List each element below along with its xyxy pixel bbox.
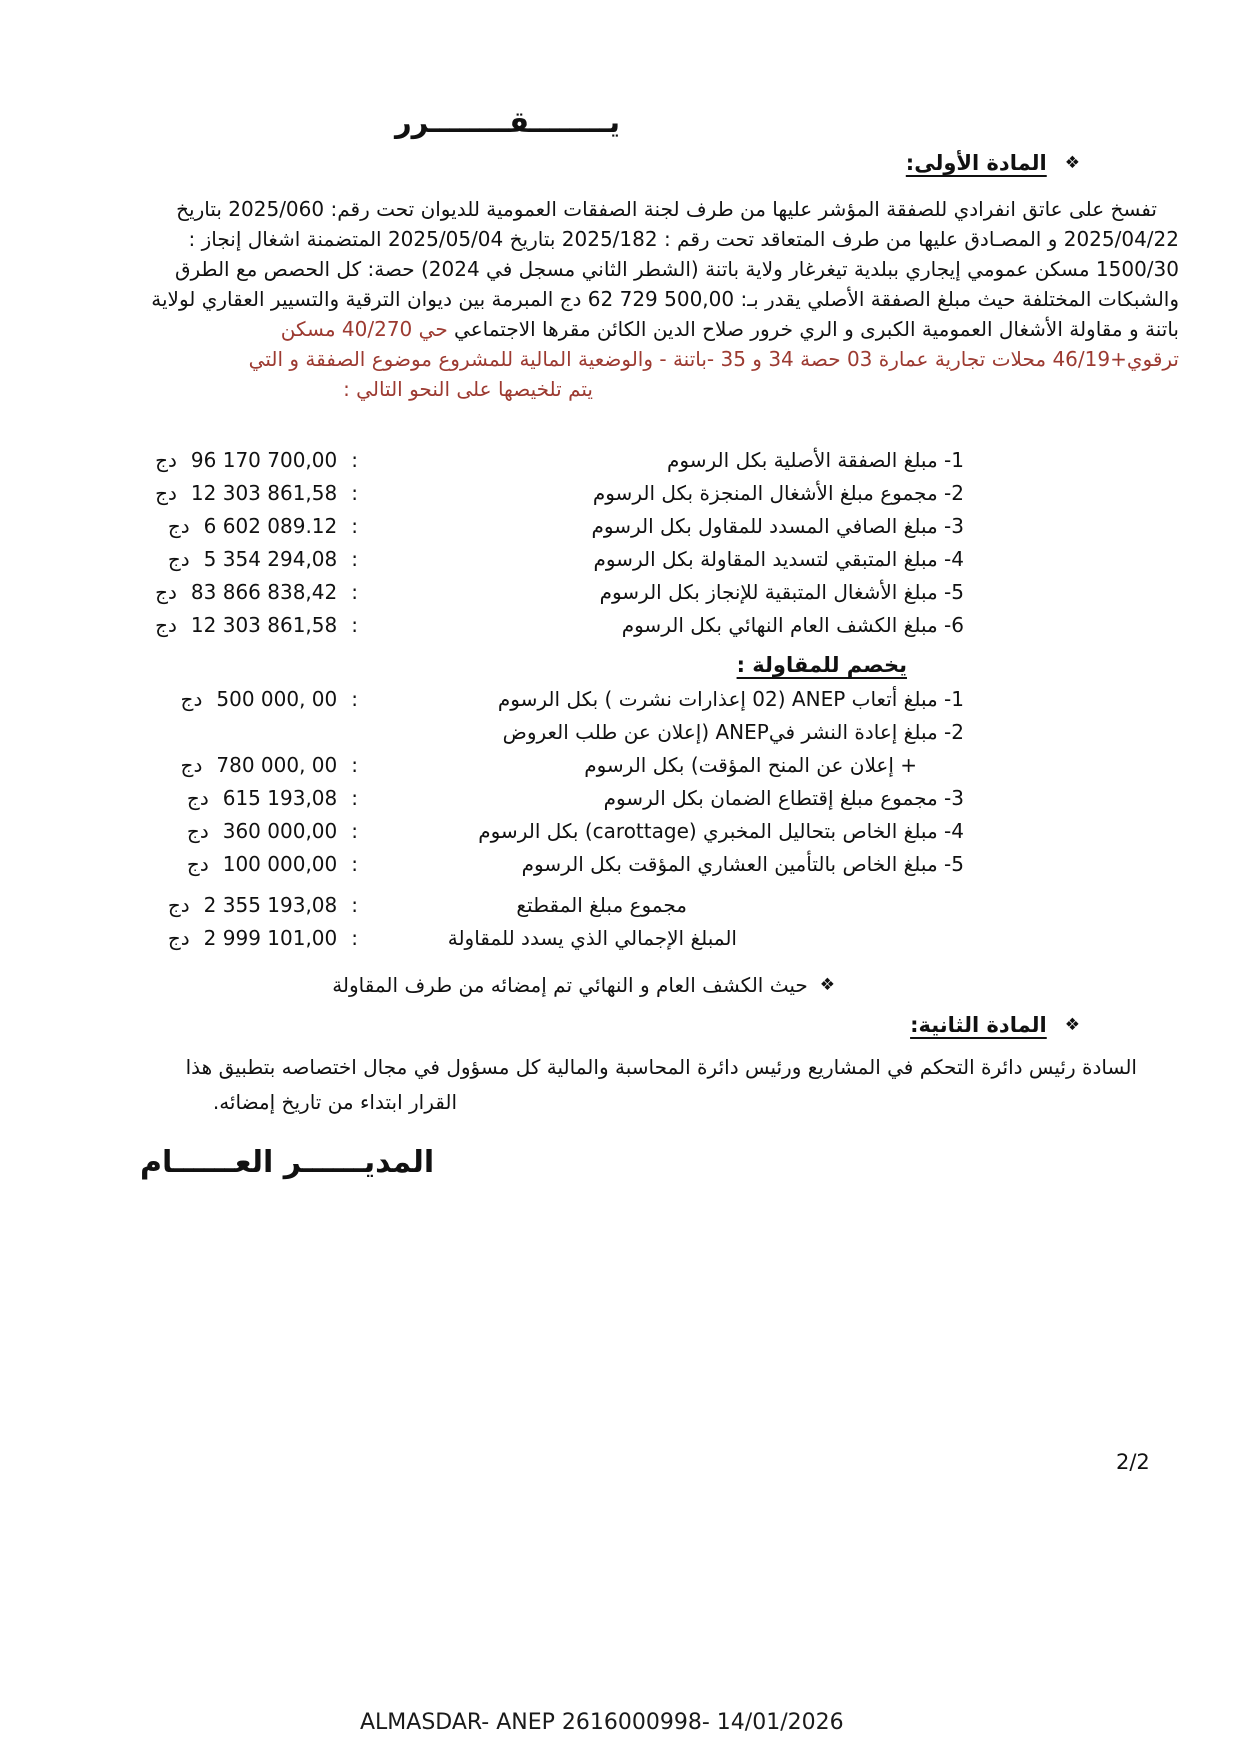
article2-heading-label: المادة الثانية: (910, 1013, 1047, 1037)
paragraph-line: 1500/30 مسكن عمومي إيجاري ببلدية تيغرغار ولاية باتنة (الشطر الثاني مسجل في 2024) حصة: كل الحصص مع الطرق (174, 257, 1179, 281)
colon: : (351, 753, 358, 777)
amount-row (62, 683, 1179, 716)
amount-number: 5 354 294,08 (203, 547, 338, 571)
amount-label: 3- مجموع مبلغ إقتطاع الضمان بكل الرسوم (603, 786, 964, 810)
amount-value (62, 543, 358, 576)
amount-value (62, 444, 358, 477)
colon: : (351, 514, 358, 538)
colon: : (351, 786, 358, 810)
amount-number: 12 303 861,58 (190, 613, 338, 637)
amount-number: 2 999 101,00 (203, 926, 338, 950)
article2-paragraph (62, 1050, 1179, 1120)
amount-label: 1- مبلغ أتعاب ANEP (02 إعذارات نشرت ) بكل الرسوم (497, 687, 964, 711)
amount-label: 3- مبلغ الصافي المسدد للمقاول بكل الرسوم (591, 514, 964, 538)
general-director-signature: المديــــــر العــــــام (140, 1145, 435, 1180)
amount-row (62, 749, 1179, 782)
currency-label: دج (186, 852, 209, 876)
amount-label: 4- مبلغ المتبقي لتسديد المقاولة بكل الرسوم (593, 547, 964, 571)
colon: : (351, 687, 358, 711)
amount-label: 4- مبلغ الخاص بتحاليل المخبري (carottage) بكل الرسوم (478, 819, 964, 843)
amount-label: 2- مجموع مبلغ الأشغال المنجزة بكل الرسوم (592, 481, 964, 505)
note-text: حيث الكشف العام و النهائي تم إمضائه من طرف المقاولة (332, 973, 808, 997)
total-label: مجموع مبلغ المقطتع (516, 893, 687, 917)
currency-label: دج (180, 753, 203, 777)
deduction-heading (62, 652, 1179, 678)
total-row (62, 889, 1179, 922)
colon: : (351, 580, 358, 604)
currency-label: دج (167, 893, 190, 917)
amount-value (62, 510, 358, 543)
amount-row (62, 477, 1179, 510)
footer-reference: ALMASDAR- ANEP 2616000998- 14/01/2026 (360, 1710, 844, 1735)
colon: : (351, 893, 358, 917)
amount-number: 100 000,00 (222, 852, 338, 876)
article1-heading (62, 150, 1080, 176)
amount-number: 780 000, 00 (216, 753, 338, 777)
currency-label: دج (180, 687, 203, 711)
paragraph-text-red: حي 40/270 مسكن (280, 317, 448, 341)
amount-value (62, 749, 358, 782)
amount-row (62, 444, 1179, 477)
amount-value (62, 815, 358, 848)
amount-label: 1- مبلغ الصفقة الأصلية بكل الرسوم (667, 448, 964, 472)
amount-value (62, 683, 358, 716)
diamond-bullet-icon: ❖ (1064, 153, 1080, 173)
currency-label: دج (186, 819, 209, 843)
deduction-list (62, 683, 1179, 881)
amount-number: 6 602 089.12 (203, 514, 338, 538)
paragraph-line: ترقوي+46/19 محلات تجارية عمارة 03 حصة 34 و 35 -باتنة - والوضعية المالية للمشروع موضوع الصفقة و التي (248, 347, 1179, 371)
article1-paragraph (62, 194, 1179, 404)
amount-number: 96 170 700,00 (190, 448, 338, 472)
amount-label: 5- مبلغ الأشغال المتبقية للإنجاز بكل الرسوم (599, 580, 964, 604)
amount-value (62, 477, 358, 510)
amount-row (62, 543, 1179, 576)
paragraph-line: 2025/04/22 و المصـادق عليها من طرف المتعاقد تحت رقم : 2025/182 بتاريخ 2025/05/04 المتضمنة اشغال إنجاز : (188, 227, 1179, 251)
article2-heading (62, 1012, 1080, 1038)
amount-label: + إعلان عن المنح المؤقت) بكل الرسوم (584, 753, 917, 777)
colon: : (351, 926, 358, 950)
amount-value (62, 576, 358, 609)
paragraph-text-black: باتنة و مقاولة الأشغال العمومية الكبرى و الري خرور صلاح الدين الكائن مقرها الاجتماعي (447, 317, 1179, 341)
colon: : (351, 448, 358, 472)
currency-label: دج (186, 786, 209, 810)
final-statement-note (62, 969, 835, 1002)
colon: : (351, 613, 358, 637)
decree-title: يــــــــقــــــــرر (394, 105, 621, 139)
paragraph-line: والشبكات المختلفة حيث مبلغ الصفقة الأصلي يقدر بـ: 62 729 500,00 دج المبرمة بين ديوان الترقية والتسيير العقاري لولاية (151, 287, 1179, 311)
currency-label: دج (155, 613, 177, 637)
amount-value (62, 609, 358, 642)
amount-number: 360 000,00 (222, 819, 338, 843)
amount-value (62, 889, 358, 922)
paragraph-line: يتم تلخيصها على النحو التالي : (343, 377, 593, 401)
amount-row (62, 609, 1179, 642)
amount-row (62, 716, 1179, 749)
amount-row (62, 576, 1179, 609)
amount-number: 83 866 838,42 (190, 580, 338, 604)
amount-value (62, 848, 358, 881)
amount-number: 615 193,08 (222, 786, 338, 810)
paragraph-line: القرار ابتداء من تاريخ إمضائه. (212, 1090, 457, 1114)
amount-row (62, 815, 1179, 848)
totals-section (62, 889, 1179, 955)
currency-label: دج (167, 926, 190, 950)
amount-label: 2- مبلغ إعادة النشر فيANEP (إعلان عن طلب العروض (502, 720, 964, 744)
total-row (62, 922, 1179, 955)
amount-number: 2 355 193,08 (203, 893, 338, 917)
paragraph-line: تفسخ على عاتق انفرادي للصفقة المؤشر عليها من طرف لجنة الصفقات العمومية للديوان تحت رقم: 2025/060 بتاريخ (176, 197, 1157, 221)
diamond-bullet-icon: ❖ (1064, 1015, 1080, 1035)
paragraph-line (62, 314, 1179, 344)
amount-row (62, 782, 1179, 815)
currency-label: دج (155, 580, 177, 604)
amount-value (62, 782, 358, 815)
colon: : (351, 852, 358, 876)
colon: : (351, 481, 358, 505)
amount-label: 5- مبلغ الخاص بالتأمين العشاري المؤقت بكل الرسوم (521, 852, 964, 876)
currency-label: دج (155, 448, 177, 472)
diamond-bullet-icon: ❖ (819, 975, 835, 995)
amount-number: 12 303 861,58 (190, 481, 338, 505)
currency-label: دج (167, 547, 190, 571)
currency-label: دج (167, 514, 190, 538)
colon: : (351, 547, 358, 571)
amount-row (62, 848, 1179, 881)
deduction-heading-label: يخصم للمقاولة : (736, 653, 907, 677)
colon: : (351, 819, 358, 843)
amount-number: 500 000, 00 (216, 687, 338, 711)
amount-label: 6- مبلغ الكشف العام النهائي بكل الرسوم (621, 613, 964, 637)
article1-heading-label: المادة الأولى: (905, 151, 1047, 175)
amount-row (62, 510, 1179, 543)
page-number: 2/2 (1116, 1450, 1150, 1474)
currency-label: دج (155, 481, 177, 505)
total-label: المبلغ الإجمالي الذي يسدد للمقاولة (447, 926, 737, 950)
amount-value (62, 922, 358, 955)
paragraph-line: السادة رئيس دائرة التحكم في المشاريع ورئيس دائرة المحاسبة والمالية كل مسؤول في مجال اختصاصه بتطبيق هذا (185, 1055, 1137, 1079)
contract-amounts-list (62, 444, 1179, 642)
